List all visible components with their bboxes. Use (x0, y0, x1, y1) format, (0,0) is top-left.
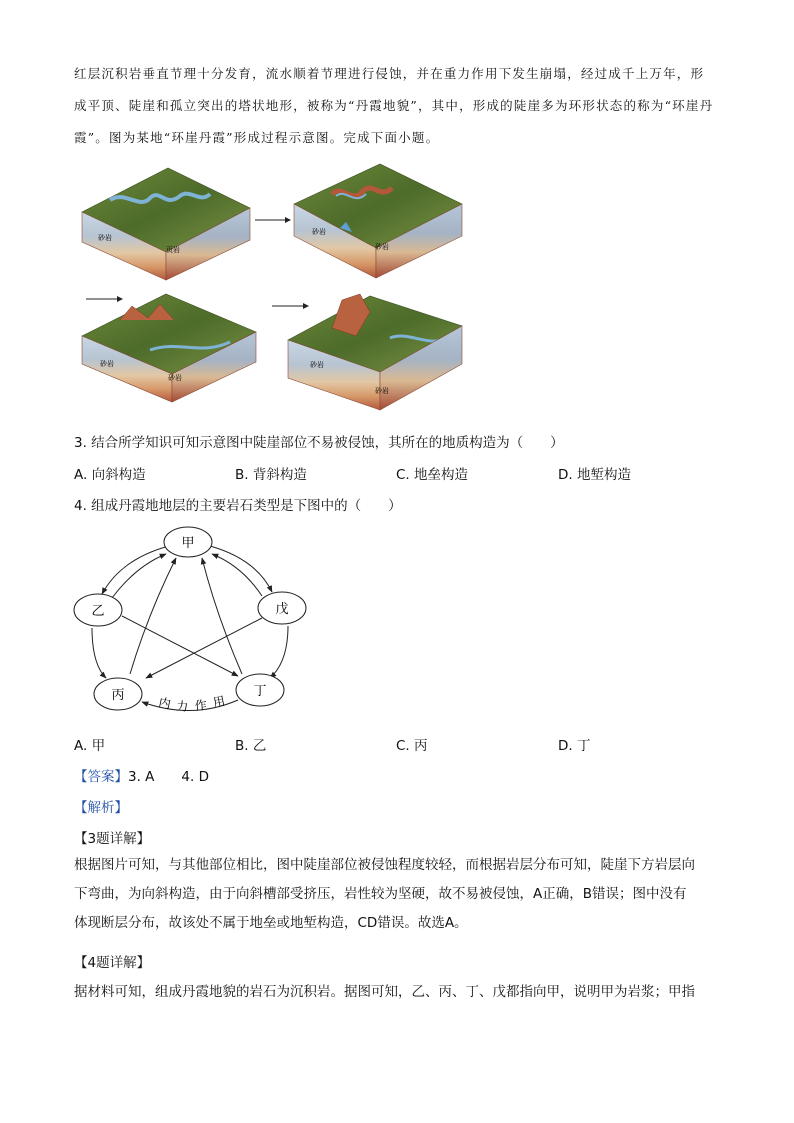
node-wu-label: 戊 (275, 602, 289, 617)
intro-paragraph (74, 58, 726, 154)
node-yi (74, 594, 122, 626)
block4-rock-right: 砂岩 (375, 387, 389, 395)
block2-rock-right: 砂岩 (375, 243, 389, 251)
detail-4-line-1: 据材料可知，组成丹霞地貌的岩石为沉积岩。据图可知，乙、丙、丁、戊都指向甲，说明甲为岩浆；甲指 (74, 984, 695, 1000)
answer-tag: 【答案】 (74, 769, 128, 785)
block3-rock-left: 砂岩 (100, 360, 114, 368)
node-yi-label: 乙 (91, 604, 105, 619)
detail-3-line-3: 体现断层分布，故该处不属于地垒或地堑构造，CD错误。故选A。 (74, 915, 468, 931)
arc-label-2: 力 (175, 699, 189, 714)
block-stage-4 (288, 294, 462, 410)
node-jia-label: 甲 (181, 536, 195, 551)
q4-option-a[interactable]: A. 甲 (74, 738, 106, 754)
arrow-3 (272, 303, 309, 309)
q4-option-c[interactable]: C. 丙 (396, 738, 428, 754)
block1-rock-right: 页岩 (166, 246, 180, 254)
detail-3-line-2: 下弯曲，为向斜构造，由于向斜槽部受挤压，岩性较为坚硬，故不易被侵蚀，A正确，B错误；图中没有 (74, 886, 687, 902)
question-4-stem: 4. 组成丹霞地地层的主要岩石类型是下图中的（ ） (74, 498, 402, 514)
node-jia (164, 527, 212, 557)
analysis-tag: 【解析】 (74, 800, 128, 816)
detail-4-body (74, 978, 724, 1007)
q4-option-d[interactable]: D. 丁 (558, 738, 591, 754)
q3-option-d[interactable]: D. 地堑构造 (558, 467, 631, 483)
detail-3-title: 【3题详解】 (74, 831, 151, 847)
arrow-2 (86, 296, 123, 302)
answer-text: 3. A 4. D (128, 769, 209, 785)
block1-rock-left: 砂岩 (98, 234, 112, 242)
block-stage-1 (82, 168, 250, 280)
rock-cycle-diagram (66, 524, 316, 724)
q3-option-c[interactable]: C. 地垒构造 (396, 467, 469, 483)
detail-4-title: 【4题详解】 (74, 955, 151, 971)
node-wu (258, 592, 306, 624)
q3-option-b[interactable]: B. 背斜构造 (235, 467, 307, 483)
arc-label-4: 用 (211, 693, 227, 710)
node-bing-label: 丙 (111, 688, 125, 703)
question-3-stem: 3. 结合所学知识可知示意图中陡崖部位不易被侵蚀，其所在的地质构造为（ ） (74, 435, 564, 451)
node-ding-label: 丁 (253, 684, 267, 699)
node-ding (236, 674, 284, 706)
node-bing (94, 678, 142, 710)
intro-line-3: 霞”。图为某地“环崖丹霞”形成过程示意图。完成下面小题。 (74, 130, 440, 145)
intro-line-2: 成平顶、陡崖和孤立突出的塔状地形，被称为“丹霞地貌”，其中，形成的陡崖多为环形状态的称为“环崖丹 (74, 98, 714, 113)
arc-label-1: 内 (157, 695, 173, 712)
q3-option-a[interactable]: A. 向斜构造 (74, 467, 146, 483)
danxia-formation-diagram (70, 160, 470, 415)
answer-line (74, 765, 209, 785)
q4-option-b[interactable]: B. 乙 (235, 738, 267, 754)
block2-rock-left: 砂岩 (312, 228, 326, 236)
block4-rock-left: 砂岩 (310, 361, 324, 369)
block3-rock-right: 砂岩 (168, 374, 182, 382)
detail-3-body (74, 851, 724, 938)
detail-3-line-1: 根据图片可知，与其他部位相比，图中陡崖部位被侵蚀程度较轻，而根据岩层分布可知，陡崖下方岩层向 (74, 857, 695, 873)
block-stage-2 (294, 164, 462, 278)
block-stage-3 (82, 294, 256, 402)
arrow-1 (255, 217, 291, 223)
intro-line-1: 红层沉积岩垂直节理十分发育，流水顺着节理进行侵蚀，并在重力作用下发生崩塌，经过成千上万年，形 (74, 66, 705, 81)
arc-label-3: 作 (194, 698, 208, 713)
